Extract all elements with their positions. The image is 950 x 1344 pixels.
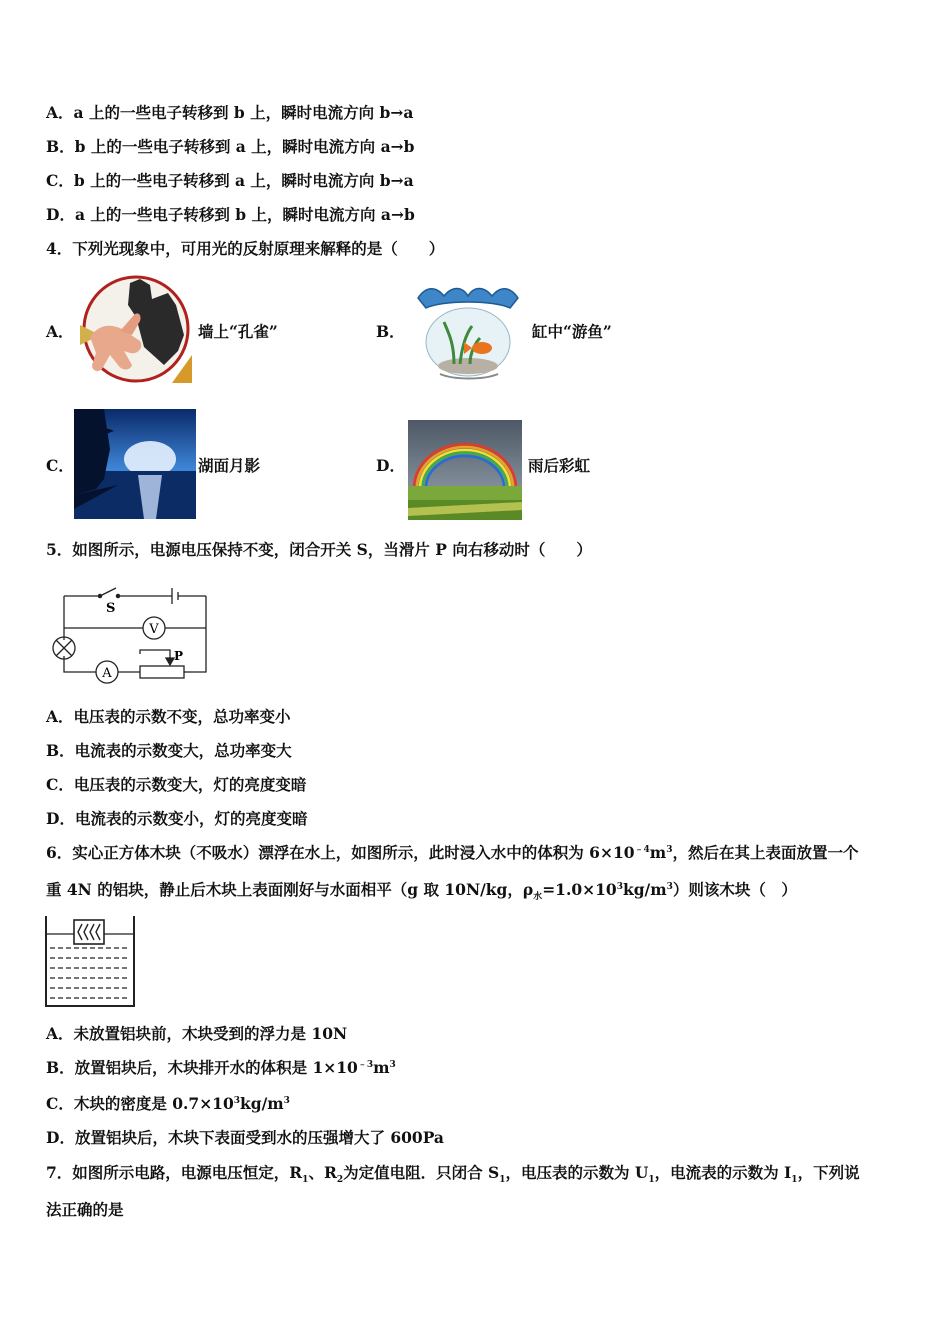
switch-label: S: [106, 601, 116, 616]
q6-option-d: D．放置铝块后，木块下表面受到水的压强增大了 600Pa: [46, 1128, 444, 1147]
q4-option-a-letter: A．: [46, 322, 74, 341]
q4-option-b-letter: B．: [376, 322, 405, 341]
q5-circuit-diagram: [44, 584, 214, 684]
q5-stem: 5．如图所示，电源电压保持不变，闭合开关 S，当滑片 P 向右移动时（ ）: [46, 540, 592, 559]
slider-label: P: [174, 649, 184, 663]
q4-option-b-caption: 缸中“游鱼”: [532, 322, 612, 341]
q3-option-b: B．b 上的一些电子转移到 a 上，瞬时电流方向 a→b: [46, 137, 415, 156]
q3-option-c: C．b 上的一些电子转移到 a 上，瞬时电流方向 b→a: [46, 171, 414, 190]
q5-option-c: C．电压表的示数变大，灯的亮度变暗: [46, 775, 307, 794]
q6-stem-line2: 重 4N 的铝块，静止后木块上表面刚好与水面相平（g 取 10N/kg，$\rho_水=1.0\times 10^3kg/m^3$）则该木块（ ）: [46, 880, 797, 903]
q5-option-a: A．电压表的示数不变，总功率变小: [46, 707, 291, 726]
q6-option-a: A．未放置铝块前，木块受到的浮力是 10N: [46, 1024, 348, 1043]
fishbowl-image: [414, 282, 522, 382]
lake-moon-image: [74, 409, 196, 519]
q6-option-c: C．木块的密度是 $0.7\times 10^3kg/m^3$: [46, 1094, 290, 1113]
q6-stem-line1: 6．实心正方体木块（不吸水）漂浮在水上，如图所示，此时浸入水中的体积为 $6\times 10^{﹣4}m^3$，然后在其上表面放置一个: [46, 843, 859, 862]
peacock-shadow-image: [80, 275, 192, 383]
q7-stem-line2: 法正确的是: [46, 1200, 124, 1219]
q4-option-a-caption: 墙上“孔雀”: [198, 322, 278, 341]
q5-option-b: B．电流表的示数变大，总功率变大: [46, 741, 292, 760]
q4-stem: 4．下列光现象中，可用光的反射原理来解释的是（ ）: [46, 239, 445, 258]
voltmeter-label: V: [149, 622, 159, 637]
ammeter-label: A: [102, 666, 112, 681]
rainbow-image: [408, 420, 522, 520]
q3-option-d: D．a 上的一些电子转移到 b 上，瞬时电流方向 a→b: [46, 205, 415, 224]
q4-option-c-letter: C．: [46, 456, 74, 475]
q4-option-c-caption: 湖面月影: [198, 456, 261, 475]
q3-option-a: A．a 上的一些电子转移到 b 上，瞬时电流方向 b→a: [46, 103, 414, 122]
q7-stem-line1: 7．如图所示电路，电源电压恒定，$R_1$、$R_2$为定值电阻．只闭合 $S_1$，电压表的示数为 $U_1$，电流表的示数为 $I_1$，下列说: [46, 1163, 860, 1186]
q6-option-b: B．放置铝块后，木块排开水的体积是 $1\times 10^{﹣3}m^3$: [46, 1058, 396, 1077]
q4-option-d-letter: D．: [376, 456, 405, 475]
q6-water-tank-diagram: [44, 914, 138, 1010]
q4-option-d-caption: 雨后彩虹: [528, 456, 591, 475]
q5-option-d: D．电流表的示数变小，灯的亮度变暗: [46, 809, 308, 828]
